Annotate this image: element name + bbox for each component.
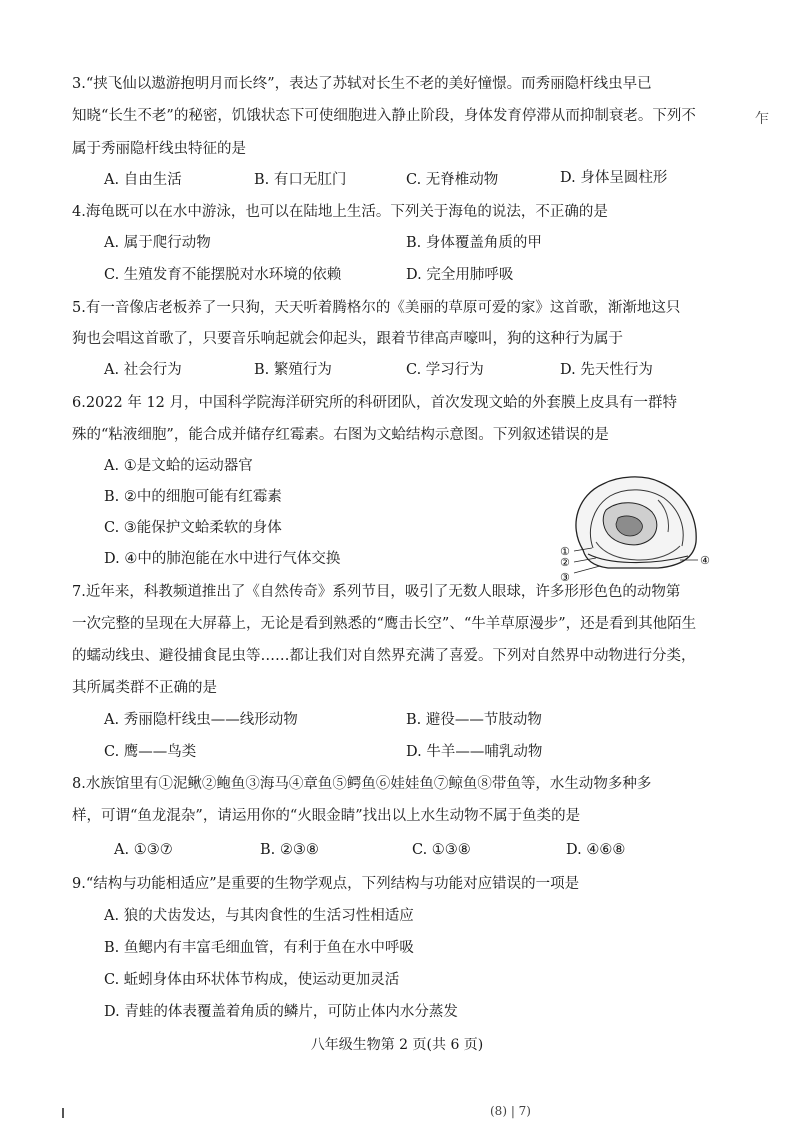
q8-option-b: B. ②③⑧ — [260, 842, 319, 858]
q9-option-c: C. 蚯蚓身体由环状体节构成，使运动更加灵活 — [104, 972, 400, 988]
figure-label-1: ① — [560, 545, 570, 558]
q4-option-c: C. 生殖发育不能摆脱对水环境的依赖 — [104, 267, 342, 283]
q4-line-1: 4.海龟既可以在水中游泳，也可以在陆地上生活。下列关于海龟的说法，不正确的是 — [72, 204, 608, 220]
q6-line-2: 殊的“粘液细胞”，能合成并储存红霉素。右图为文蛤结构示意图。下列叙述错误的是 — [72, 427, 609, 443]
page-footer: 八年级生物第 2 页(共 6 页) — [310, 1037, 484, 1053]
q4-option-b: B. 身体覆盖角质的甲 — [406, 235, 542, 251]
q4-option-a: A. 属于爬行动物 — [104, 235, 211, 251]
q6-option-a: A. ①是文蛤的运动器官 — [104, 458, 253, 474]
q5-line-2: 狗也会唱这首歌了，只要音乐响起就会仰起头，跟着节律高声嚎叫，狗的这种行为属于 — [72, 331, 623, 347]
scan-edge-mark — [62, 1108, 64, 1118]
q8-option-a: A. ①③⑦ — [114, 842, 173, 858]
q5-line-1: 5.有一音像店老板养了一只狗，天天听着腾格尔的《美丽的草原可爱的家》这首歌，渐渐地这只 — [72, 300, 681, 316]
q5-option-b: B. 繁殖行为 — [254, 362, 332, 378]
figure-label-4: ④ — [700, 554, 710, 567]
q3-option-d: D. 身体呈圆柱形 — [560, 170, 668, 186]
figure-label-3: ③ — [560, 571, 570, 584]
q8-option-c: C. ①③⑧ — [412, 842, 471, 858]
q8-line-1: 8.水族馆里有①泥鳅②鲍鱼③海马④章鱼⑤鳄鱼⑥娃娃鱼⑦鲸鱼⑧带鱼等，水生动物多种多 — [72, 776, 652, 792]
q6-option-d: D. ④中的肺泡能在水中进行气体交换 — [104, 551, 341, 567]
q7-option-a: A. 秀丽隐杆线虫——线形动物 — [104, 712, 298, 728]
q8-option-d: D. ④⑥⑧ — [566, 842, 626, 858]
q7-line-4: 其所属类群不正确的是 — [72, 680, 217, 696]
q8-line-2: 样，可谓“鱼龙混杂”，请运用你的“火眼金睛”找出以上水生动物不属于鱼类的是 — [72, 808, 581, 824]
side-edge-char: 乍 — [755, 111, 769, 127]
q9-option-b: B. 鱼鳃内有丰富毛细血管，有利于鱼在水中呼吸 — [104, 940, 414, 956]
clam-structure-figure — [548, 470, 718, 588]
q7-line-2: 一次完整的呈现在大屏幕上，无论是看到熟悉的“鹰击长空”、“牛羊草原漫步”，还是看到其他陌生 — [72, 616, 697, 632]
figure-label-2: ② — [560, 556, 570, 569]
q7-line-3: 的蠕动线虫、避役捕食昆虫等……都让我们对自然界充满了喜爱。下列对自然界中动物进行分类， — [72, 648, 696, 664]
q3-option-a: A. 自由生活 — [104, 172, 182, 188]
q9-option-a: A. 狼的犬齿发达，与其肉食性的生活习性相适应 — [104, 908, 414, 924]
q3-line-3: 属于秀丽隐杆线虫特征的是 — [72, 141, 246, 157]
q3-option-b: B. 有口无肛门 — [254, 172, 347, 188]
q5-option-a: A. 社会行为 — [104, 362, 182, 378]
bottom-scan-mark: (8) | 7) — [490, 1104, 531, 1118]
q3-line-1: 3.“挟飞仙以遨游抱明月而长终”，表达了苏轼对长生不老的美好憧憬。而秀丽隐杆线虫早已 — [72, 76, 652, 92]
q3-line-2: 知晓“长生不老”的秘密，饥饿状态下可使细胞进入静止阶段，身体发育停滞从而抑制衰老。下列不 — [72, 108, 696, 124]
q7-line-1: 7.近年来，科教频道推出了《自然传奇》系列节目，吸引了无数人眼球，许多形形色色的动物第 — [72, 584, 681, 600]
q6-option-c: C. ③能保护文蛤柔软的身体 — [104, 520, 282, 536]
q4-option-d: D. 完全用肺呼吸 — [406, 267, 514, 283]
q3-option-c: C. 无脊椎动物 — [406, 172, 499, 188]
q9-line-1: 9.“结构与功能相适应”是重要的生物学观点，下列结构与功能对应错误的一项是 — [72, 876, 580, 892]
q6-line-1: 6.2022 年 12 月，中国科学院海洋研究所的科研团队，首次发现文蛤的外套膜上皮具有一群特 — [72, 395, 678, 411]
q6-option-b: B. ②中的细胞可能有红霉素 — [104, 489, 282, 505]
q7-option-d: D. 牛羊——哺乳动物 — [406, 744, 543, 760]
q9-option-d: D. 青蛙的体表覆盖着角质的鳞片，可防止体内水分蒸发 — [104, 1004, 458, 1020]
q7-option-c: C. 鹰——鸟类 — [104, 744, 197, 760]
q7-option-b: B. 避役——节肢动物 — [406, 712, 542, 728]
q5-option-c: C. 学习行为 — [406, 362, 484, 378]
q5-option-d: D. 先天性行为 — [560, 362, 653, 378]
